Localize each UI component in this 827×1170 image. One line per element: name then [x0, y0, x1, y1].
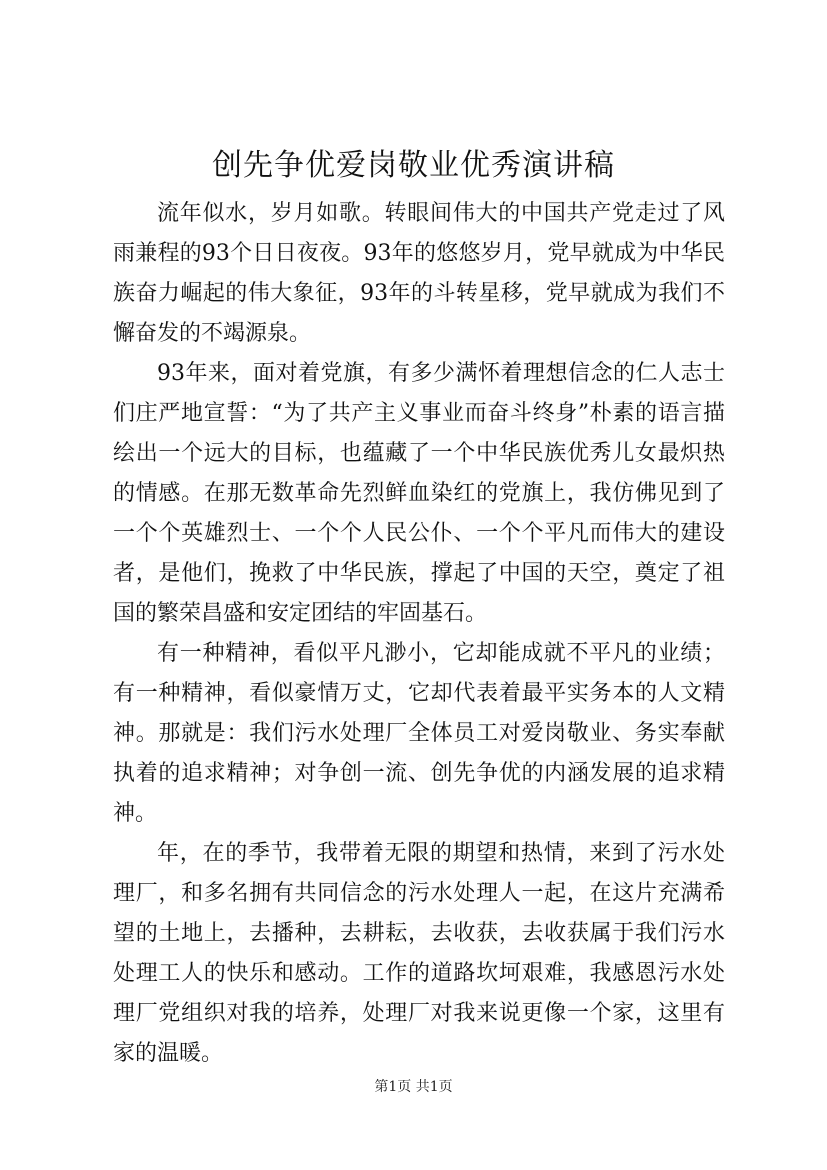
document-body	[113, 194, 725, 1074]
document-title: 创先争优爱岗敬业优秀演讲稿	[212, 148, 615, 183]
page-footer: 第1页 共1页	[374, 1079, 453, 1095]
paragraph-3: 有一种精神，看似平凡渺小，它却能成就不平凡的业绩；有一种精神，看似豪情万丈，它却代表着最平实务本的人文精神。那就是：我们污水处理厂全体员工对爱岗敬业、务实奉献执着的追求精神；对争创一流、创先争优的内涵发展的追求精神。	[113, 641, 725, 826]
paragraph-1: 流年似水，岁月如歌。转眼间伟大的中国共产党走过了风雨兼程的93个日日夜夜。93年的悠悠岁月，党早就成为中华民族奋力崛起的伟大象征，93年的斗转星移，党早就成为我们不懈奋发的不竭源泉。	[113, 201, 725, 346]
paragraph-4: 年，在的季节，我带着无限的期望和热情，来到了污水处理厂，和多名拥有共同信念的污水处理人一起，在这片充满希望的土地上，去播种，去耕耘，去收获，去收获属于我们污水处理工人的快乐和感动。工作的道路坎坷艰难，我感恩污水处理厂党组织对我的培养，处理厂对我来说更像一个家，这里有家的温暖。	[113, 841, 725, 1066]
paragraph-2: 93年来，面对着党旗，有多少满怀着理想信念的仁人志士们庄严地宣誓：“为了共产主义事业而奋斗终身”朴素的语言描绘出一个远大的目标，也蕴藏了一个中华民族优秀儿女最炽热的情感。在那无数革命先烈鲜血染红的党旗上，我仿佛见到了一个个英雄烈士、一个个人民公仆、一个个平凡而伟大的建设者，是他们，挽救了中华民族，撑起了中国的天空，奠定了祖国的繁荣昌盛和安定团结的牢固基石。	[113, 361, 725, 626]
